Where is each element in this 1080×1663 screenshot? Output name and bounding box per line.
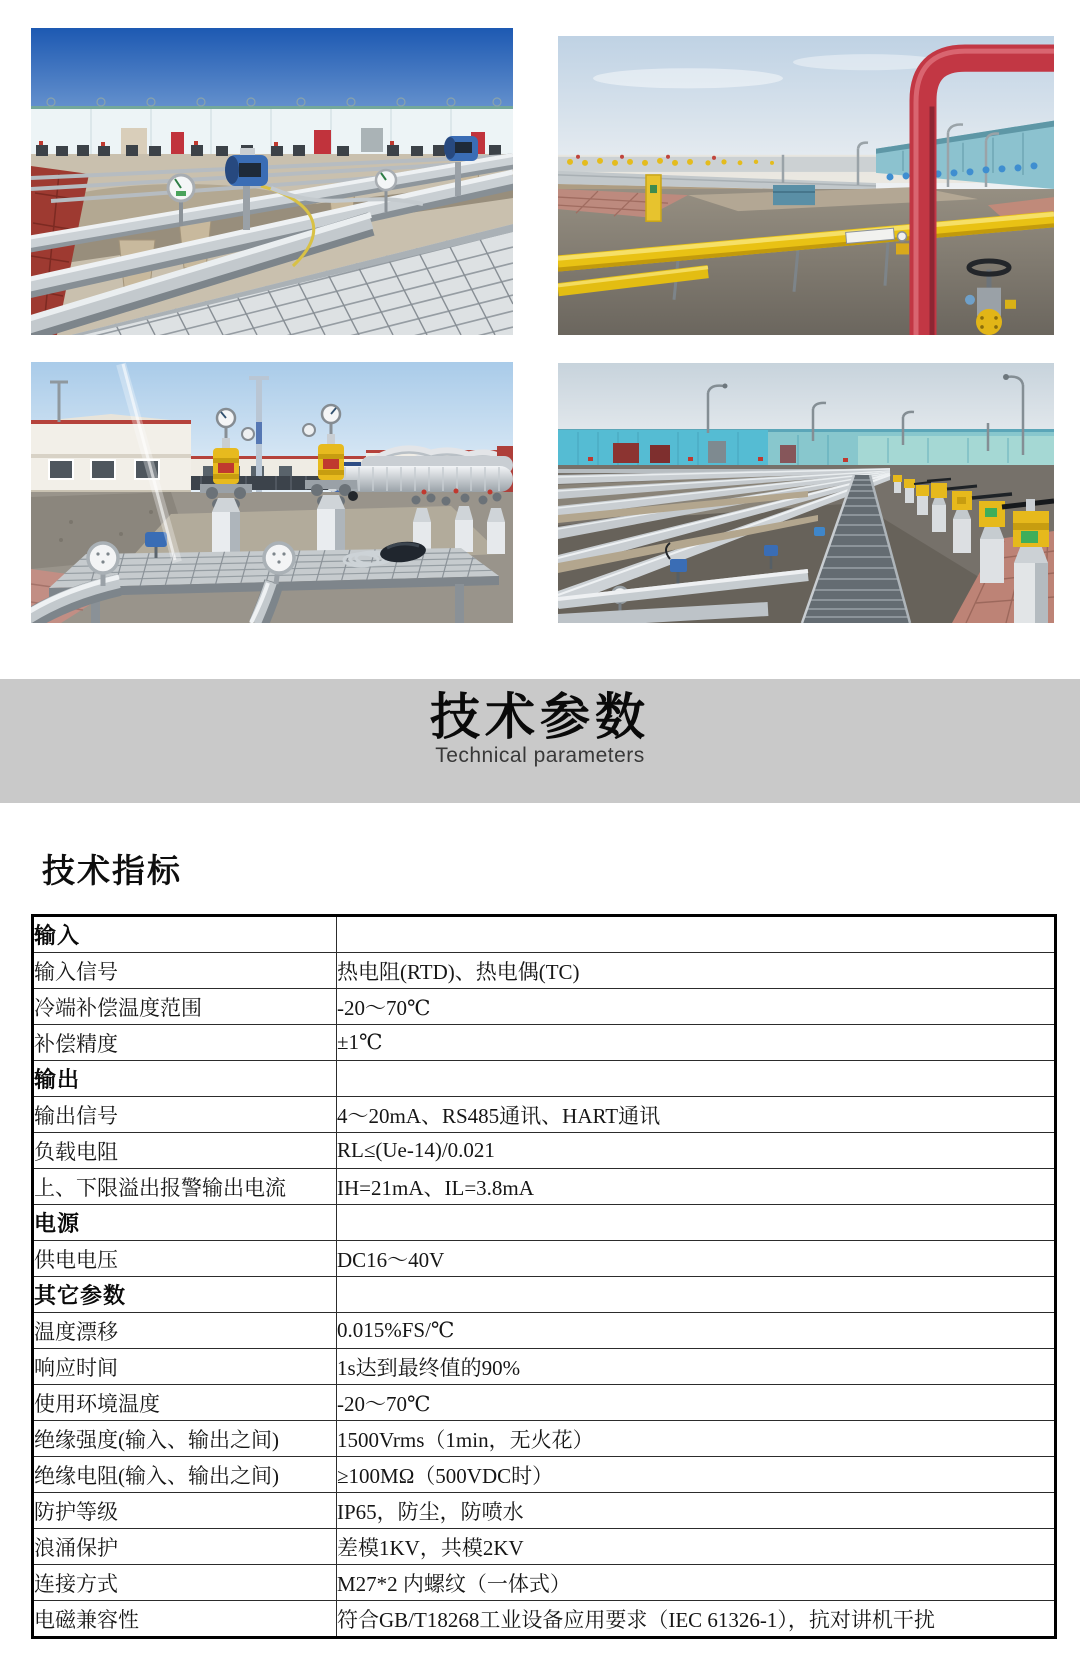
- spec-row: [33, 1097, 1056, 1133]
- spec-row: [33, 1169, 1056, 1205]
- spec-label-cell: 温度漂移: [33, 1313, 337, 1349]
- spec-label-cell: 电磁兼容性: [33, 1601, 337, 1638]
- spec-value-cell: 1500Vrms（1min，无火花）: [337, 1421, 1056, 1457]
- spec-label-cell: 电源: [33, 1205, 337, 1241]
- spec-label-cell: 输出: [33, 1061, 337, 1097]
- banner-title: 技术参数: [430, 689, 650, 745]
- spec-label-cell: 补偿精度: [33, 1025, 337, 1061]
- spec-value-cell: [337, 1061, 1056, 1097]
- spec-row: [33, 953, 1056, 989]
- spec-row: [33, 1241, 1056, 1277]
- spec-row-input-section: [33, 916, 1056, 953]
- spec-value-cell: 热电阻(RTD)、热电偶(TC): [337, 953, 1056, 989]
- spec-row: [33, 1385, 1056, 1421]
- spec-label-cell: 上、下限溢出报警输出电流: [33, 1169, 337, 1205]
- spec-row-power-section: [33, 1205, 1056, 1241]
- spec-value-cell: [337, 916, 1056, 953]
- spec-value-cell: 符合GB/T18268工业设备应用要求（IEC 61326-1），抗对讲机干扰: [337, 1601, 1056, 1638]
- spec-label-cell: 使用环境温度: [33, 1385, 337, 1421]
- spec-value-cell: -20～70℃: [337, 989, 1056, 1025]
- spec-table: [31, 914, 1057, 1639]
- spec-value-cell: 0.015%FS/℃: [337, 1313, 1056, 1349]
- spec-row: [33, 1493, 1056, 1529]
- wellhead-field-photo-illustration: [558, 363, 1054, 623]
- spec-value-cell: RL≤(Ue-14)/0.021: [337, 1133, 1056, 1169]
- spec-row: [33, 1421, 1056, 1457]
- section-heading-tech-indicators: 技术指标: [42, 852, 182, 889]
- spec-value-cell: 差模1KV，共模2KV: [337, 1529, 1056, 1565]
- photo-wellhead-rows-walkway: [558, 363, 1054, 623]
- photo-metering-skid-gauges: [31, 362, 513, 623]
- spec-value-cell: 1s达到最终值的90%: [337, 1349, 1056, 1385]
- spec-row-output-section: [33, 1061, 1056, 1097]
- spec-value-cell: 4～20mA、RS485通讯、HART通讯: [337, 1097, 1056, 1133]
- spec-row: [33, 1565, 1056, 1601]
- spec-value-cell: ±1℃: [337, 1025, 1056, 1061]
- spec-value-cell: M27*2 内螺纹（一体式）: [337, 1565, 1056, 1601]
- spec-value-cell: IP65，防尘，防喷水: [337, 1493, 1056, 1529]
- technical-parameters-banner: [0, 679, 1080, 803]
- spec-row: [33, 1457, 1056, 1493]
- spec-row: [33, 1133, 1056, 1169]
- pipeline-photo-illustration: [31, 28, 513, 335]
- spec-label-cell: 防护等级: [33, 1493, 337, 1529]
- spec-label-cell: 其它参数: [33, 1277, 337, 1313]
- spec-row: [33, 1349, 1056, 1385]
- spec-value-cell: ≥100MΩ（500VDC时）: [337, 1457, 1056, 1493]
- spec-label-cell: 输出信号: [33, 1097, 337, 1133]
- photo-yellow-pipeline-red-riser: [558, 36, 1054, 335]
- spec-label-cell: 输入信号: [33, 953, 337, 989]
- spec-label-cell: 输入: [33, 916, 337, 953]
- spec-label-cell: 负载电阻: [33, 1133, 337, 1169]
- spec-row: [33, 1025, 1056, 1061]
- spec-label-cell: 连接方式: [33, 1565, 337, 1601]
- spec-value-cell: [337, 1277, 1056, 1313]
- spec-value-cell: DC16～40V: [337, 1241, 1056, 1277]
- spec-row: [33, 1313, 1056, 1349]
- spec-label-cell: 供电电压: [33, 1241, 337, 1277]
- spec-row: [33, 989, 1056, 1025]
- spec-label-cell: 冷端补偿温度范围: [33, 989, 337, 1025]
- spec-row-other-section: [33, 1277, 1056, 1313]
- spec-value-cell: -20～70℃: [337, 1385, 1056, 1421]
- banner-subtitle: Technical parameters: [435, 744, 645, 767]
- photo-pipeline-rows-with-transmitters: [31, 28, 513, 335]
- spec-value-cell: IH=21mA、IL=3.8mA: [337, 1169, 1056, 1205]
- gas-yard-photo-illustration: [558, 36, 1054, 335]
- spec-row: [33, 1529, 1056, 1565]
- spec-label-cell: 浪涌保护: [33, 1529, 337, 1565]
- metering-skid-photo-illustration: [31, 362, 513, 623]
- spec-value-cell: [337, 1205, 1056, 1241]
- spec-label-cell: 绝缘电阻(输入、输出之间): [33, 1457, 337, 1493]
- spec-row: [33, 1601, 1056, 1638]
- spec-label-cell: 响应时间: [33, 1349, 337, 1385]
- spec-label-cell: 绝缘强度(输入、输出之间): [33, 1421, 337, 1457]
